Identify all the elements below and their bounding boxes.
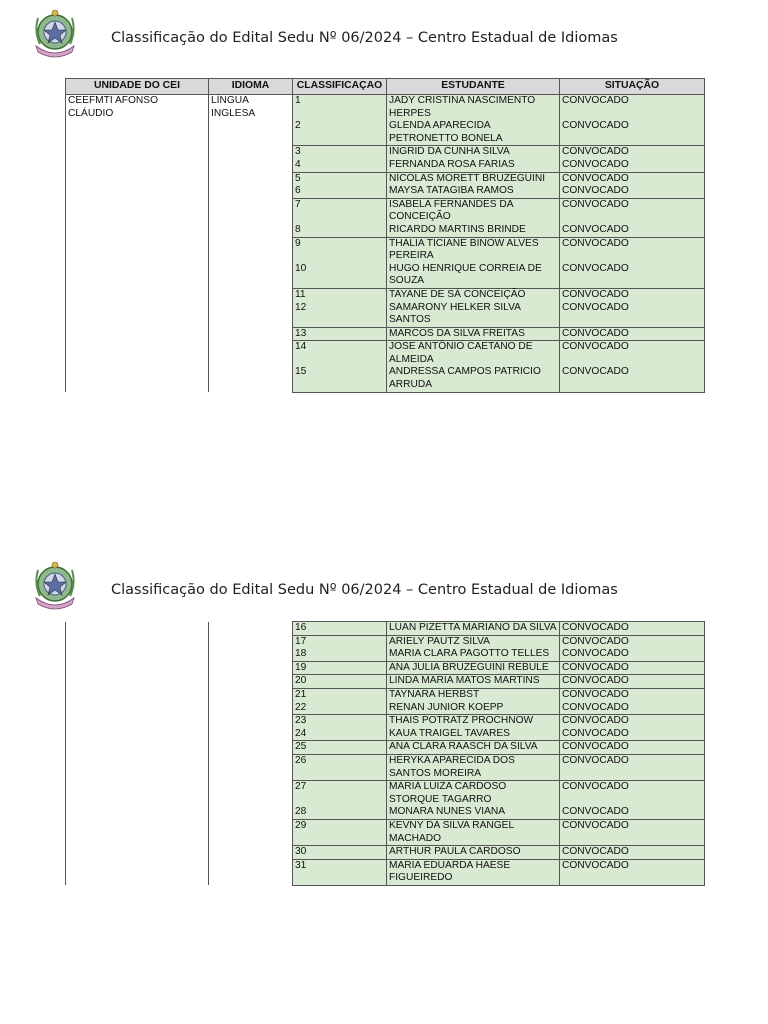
table-row xyxy=(66,622,705,636)
classification-cell: 19 xyxy=(293,661,387,675)
classification-cell: 6 xyxy=(293,185,387,198)
situation-cell: CONVOCADO xyxy=(560,715,705,728)
classification-cell: 30 xyxy=(293,846,387,860)
student-name-cell: JOSE ANTÔNIO CAETANO DE ALMEIDA xyxy=(387,341,560,367)
situation-cell: CONVOCADO xyxy=(560,648,705,661)
student-name-cell: RENAN JUNIOR KOEPP xyxy=(387,702,560,715)
student-name-cell: THAIS POTRATZ PROCHNOW xyxy=(387,715,560,728)
column-header-unit: UNIDADE DO CEI xyxy=(66,79,209,95)
situation-cell: CONVOCADO xyxy=(560,288,705,301)
classification-cell: 26 xyxy=(293,754,387,780)
situation-cell: CONVOCADO xyxy=(560,859,705,885)
classification-cell: 31 xyxy=(293,859,387,885)
classification-cell: 27 xyxy=(293,781,387,807)
situation-cell: CONVOCADO xyxy=(560,95,705,121)
table-row xyxy=(66,95,705,121)
classification-cell: 17 xyxy=(293,635,387,648)
classification-cell: 7 xyxy=(293,198,387,224)
situation-cell: CONVOCADO xyxy=(560,120,705,146)
unit-cell xyxy=(66,622,209,886)
state-crest-icon xyxy=(28,6,82,60)
student-name-cell: MARIA LUIZA CARDOSO STORQUE TAGARRO xyxy=(387,781,560,807)
student-name-cell: MONARA NUNES VIANA xyxy=(387,806,560,819)
situation-cell: CONVOCADO xyxy=(560,146,705,159)
page-header-2 xyxy=(0,552,768,616)
classification-cell: 15 xyxy=(293,366,387,392)
situation-cell: CONVOCADO xyxy=(560,185,705,198)
classification-cell: 12 xyxy=(293,302,387,328)
student-name-cell: MARIA CLARA PAGOTTO TELLES xyxy=(387,648,560,661)
student-name-cell: MARIA EDUARDA HAESE FIGUEIREDO xyxy=(387,859,560,885)
situation-cell: CONVOCADO xyxy=(560,675,705,689)
situation-cell: CONVOCADO xyxy=(560,159,705,172)
situation-cell: CONVOCADO xyxy=(560,366,705,392)
situation-cell: CONVOCADO xyxy=(560,237,705,263)
situation-cell: CONVOCADO xyxy=(560,341,705,367)
language-cell: LÍNGUA INGLESA xyxy=(209,95,293,393)
classification-cell: 14 xyxy=(293,341,387,367)
page-header-1 xyxy=(0,0,768,64)
student-name-cell: MARCOS DA SILVA FREITAS xyxy=(387,327,560,341)
classification-cell: 24 xyxy=(293,728,387,741)
situation-cell: CONVOCADO xyxy=(560,327,705,341)
classification-cell: 10 xyxy=(293,263,387,289)
situation-cell: CONVOCADO xyxy=(560,741,705,755)
situation-cell: CONVOCADO xyxy=(560,263,705,289)
column-header-language: IDIOMA xyxy=(209,79,293,95)
language-cell xyxy=(209,622,293,886)
situation-cell: CONVOCADO xyxy=(560,806,705,819)
column-header-classification: CLASSIFICAÇAO xyxy=(293,79,387,95)
student-name-cell: ANDRESSA CAMPOS PATRICIO ARRUDA xyxy=(387,366,560,392)
classification-cell: 8 xyxy=(293,224,387,237)
student-name-cell: ANA CLARA RAASCH DA SILVA xyxy=(387,741,560,755)
classification-cell: 20 xyxy=(293,675,387,689)
situation-cell: CONVOCADO xyxy=(560,661,705,675)
situation-cell: CONVOCADO xyxy=(560,846,705,860)
situation-cell: CONVOCADO xyxy=(560,781,705,807)
classification-cell: 2 xyxy=(293,120,387,146)
classification-cell: 1 xyxy=(293,95,387,121)
classification-cell: 29 xyxy=(293,819,387,845)
student-name-cell: ISABELA FERNANDES DA CONCEIÇÃO xyxy=(387,198,560,224)
situation-cell: CONVOCADO xyxy=(560,302,705,328)
situation-cell: CONVOCADO xyxy=(560,172,705,185)
classification-cell: 22 xyxy=(293,702,387,715)
classification-cell: 3 xyxy=(293,146,387,159)
situation-cell: CONVOCADO xyxy=(560,754,705,780)
student-name-cell: GLENDA APARECIDA PETRONETTO BONELA xyxy=(387,120,560,146)
student-name-cell: ARTHUR PAULA CARDOSO xyxy=(387,846,560,860)
classification-cell: 11 xyxy=(293,288,387,301)
student-name-cell: ANA JULIA BRUZEGUINI REBULE xyxy=(387,661,560,675)
classification-cell: 13 xyxy=(293,327,387,341)
student-name-cell: SAMARONY HELKER SILVA SANTOS xyxy=(387,302,560,328)
student-name-cell: ARIELY PAUTZ SILVA xyxy=(387,635,560,648)
classification-cell: 9 xyxy=(293,237,387,263)
situation-cell: CONVOCADO xyxy=(560,198,705,224)
student-name-cell: KEVNY DA SILVA RANGEL MACHADO xyxy=(387,819,560,845)
unit-cell: CEEFMTI AFONSO CLÁUDIO xyxy=(66,95,209,393)
student-name-cell: KAUA TRAIGEL TAVARES xyxy=(387,728,560,741)
student-name-cell: HUGO HENRIQUE CORREIA DE SOUZA xyxy=(387,263,560,289)
classification-cell: 4 xyxy=(293,159,387,172)
student-name-cell: NÍCOLAS MORETT BRUZEGUINI xyxy=(387,172,560,185)
student-name-cell: HÉRYKA APARECIDA DOS SANTOS MOREIRA xyxy=(387,754,560,780)
classification-table-page-1 xyxy=(65,78,705,393)
student-name-cell: JADY CRISTINA NASCIMENTO HERPES xyxy=(387,95,560,121)
classification-cell: 25 xyxy=(293,741,387,755)
student-name-cell: TAYNARA HERBST xyxy=(387,688,560,701)
student-name-cell: RICARDO MARTINS BRINDE xyxy=(387,224,560,237)
student-name-cell: LINDA MARIA MATOS MARTINS xyxy=(387,675,560,689)
state-crest-icon xyxy=(28,558,82,612)
student-name-cell: LUAN PIZETTA MARIANO DA SILVA xyxy=(387,622,560,636)
student-name-cell: MAYSA TATAGIBA RAMOS xyxy=(387,185,560,198)
classification-cell: 28 xyxy=(293,806,387,819)
situation-cell: CONVOCADO xyxy=(560,635,705,648)
situation-cell: CONVOCADO xyxy=(560,622,705,636)
classification-cell: 16 xyxy=(293,622,387,636)
student-name-cell: TAYANE DE SÁ CONCEIÇÃO xyxy=(387,288,560,301)
header-title: Classificação do Edital Sedu Nº 06/2024 – Centro Estadual de Idiomas xyxy=(111,582,618,598)
student-name-cell: FERNANDA ROSA FARIAS xyxy=(387,159,560,172)
student-name-cell: THALIA TICIANE BINOW ALVES PEREIRA xyxy=(387,237,560,263)
classification-cell: 21 xyxy=(293,688,387,701)
situation-cell: CONVOCADO xyxy=(560,688,705,701)
header-title: Classificação do Edital Sedu Nº 06/2024 – Centro Estadual de Idiomas xyxy=(111,30,618,46)
classification-table-page-2 xyxy=(65,621,705,886)
column-header-student: ESTUDANTE xyxy=(387,79,560,95)
situation-cell: CONVOCADO xyxy=(560,702,705,715)
situation-cell: CONVOCADO xyxy=(560,819,705,845)
situation-cell: CONVOCADO xyxy=(560,728,705,741)
situation-cell: CONVOCADO xyxy=(560,224,705,237)
classification-cell: 5 xyxy=(293,172,387,185)
column-header-situation: SITUAÇÃO xyxy=(560,79,705,95)
classification-cell: 18 xyxy=(293,648,387,661)
classification-cell: 23 xyxy=(293,715,387,728)
student-name-cell: INGRID DA CUNHA SILVA xyxy=(387,146,560,159)
